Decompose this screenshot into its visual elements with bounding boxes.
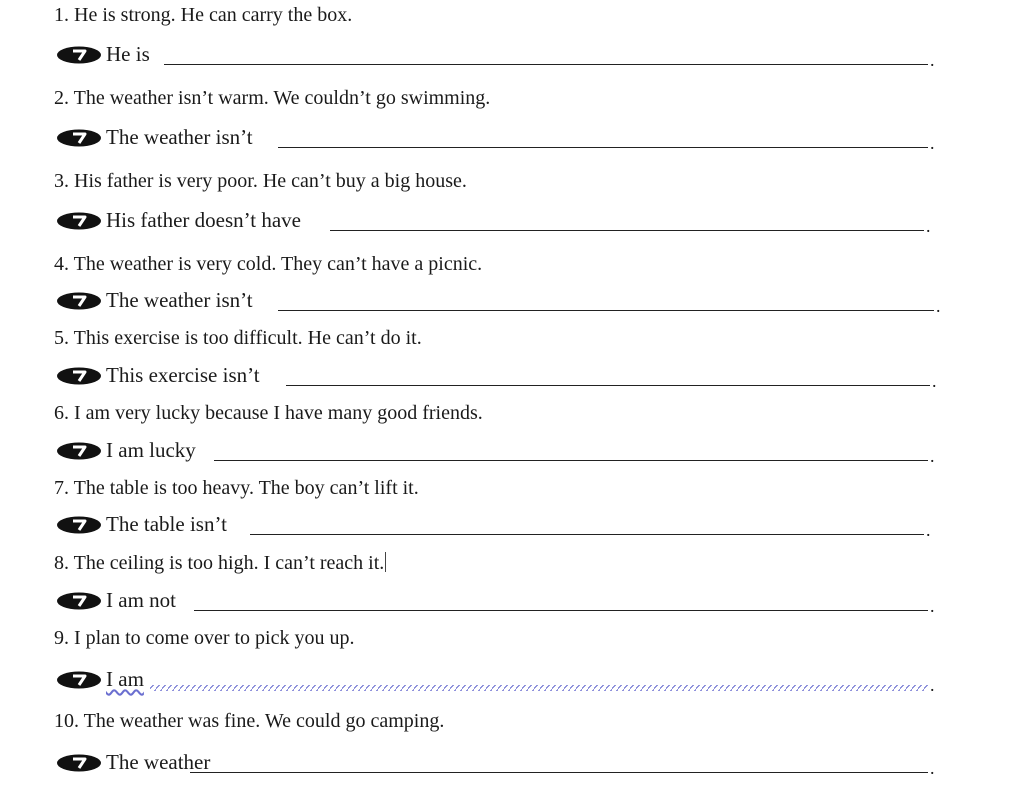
answer-blank[interactable] bbox=[330, 230, 924, 231]
question-text: 2. The weather isn’t warm. We couldn’t go swimming. bbox=[54, 87, 491, 109]
answer-stem: His father doesn’t have bbox=[106, 208, 301, 232]
arrow-right-icon bbox=[56, 367, 102, 385]
answer-blank[interactable] bbox=[194, 610, 928, 611]
answer-blank[interactable] bbox=[150, 685, 928, 691]
answer-stem: The weather isn’t bbox=[106, 288, 253, 312]
answer-blank[interactable] bbox=[286, 385, 930, 386]
end-period: . bbox=[930, 50, 935, 70]
end-period: . bbox=[930, 675, 935, 695]
end-period: . bbox=[936, 296, 941, 316]
end-period: . bbox=[930, 133, 935, 153]
end-period: . bbox=[930, 446, 935, 466]
answer-stem: The table isn’t bbox=[106, 512, 227, 536]
answer-stem: He is bbox=[106, 42, 150, 66]
question-text: 5. This exercise is too difficult. He can’t do it. bbox=[54, 327, 422, 349]
question-text bbox=[54, 551, 386, 575]
question-text: 4. The weather is very cold. They can’t have a picnic. bbox=[54, 253, 483, 275]
question-text: 6. I am very lucky because I have many good friends. bbox=[54, 402, 483, 424]
arrow-right-icon bbox=[56, 212, 102, 230]
arrow-right-icon bbox=[56, 442, 102, 460]
answer-stem: I am not bbox=[106, 588, 176, 612]
question-text-content: 8. The ceiling is too high. I can’t reach it. bbox=[54, 552, 385, 574]
arrow-right-icon bbox=[56, 592, 102, 610]
answer-blank[interactable] bbox=[214, 460, 928, 461]
answer-blank[interactable] bbox=[190, 772, 928, 773]
end-period: . bbox=[932, 371, 937, 391]
question-text: 3. His father is very poor. He can’t buy a big house. bbox=[54, 170, 467, 192]
question-text: 1. He is strong. He can carry the box. bbox=[54, 4, 353, 26]
answer-stem: The weather bbox=[106, 750, 211, 774]
arrow-right-icon bbox=[56, 292, 102, 310]
arrow-right-icon bbox=[56, 671, 102, 689]
end-period: . bbox=[926, 520, 931, 540]
end-period: . bbox=[930, 758, 935, 778]
answer-stem: I am lucky bbox=[106, 438, 196, 462]
question-text: 10. The weather was fine. We could go camping. bbox=[54, 710, 445, 732]
answer-blank[interactable] bbox=[164, 64, 928, 65]
answer-blank[interactable] bbox=[250, 534, 924, 535]
answer-stem: This exercise isn’t bbox=[106, 363, 260, 387]
answer-stem: The weather isn’t bbox=[106, 125, 253, 149]
arrow-right-icon bbox=[56, 129, 102, 147]
answer-blank[interactable] bbox=[278, 147, 928, 148]
text-cursor bbox=[385, 552, 386, 572]
answer-blank[interactable] bbox=[278, 310, 934, 311]
end-period: . bbox=[926, 216, 931, 236]
question-text: 9. I plan to come over to pick you up. bbox=[54, 627, 355, 649]
arrow-right-icon bbox=[56, 46, 102, 64]
arrow-right-icon bbox=[56, 516, 102, 534]
end-period: . bbox=[930, 596, 935, 616]
arrow-right-icon bbox=[56, 754, 102, 772]
answer-stem: I am bbox=[106, 667, 144, 691]
question-text: 7. The table is too heavy. The boy can’t lift it. bbox=[54, 477, 419, 499]
